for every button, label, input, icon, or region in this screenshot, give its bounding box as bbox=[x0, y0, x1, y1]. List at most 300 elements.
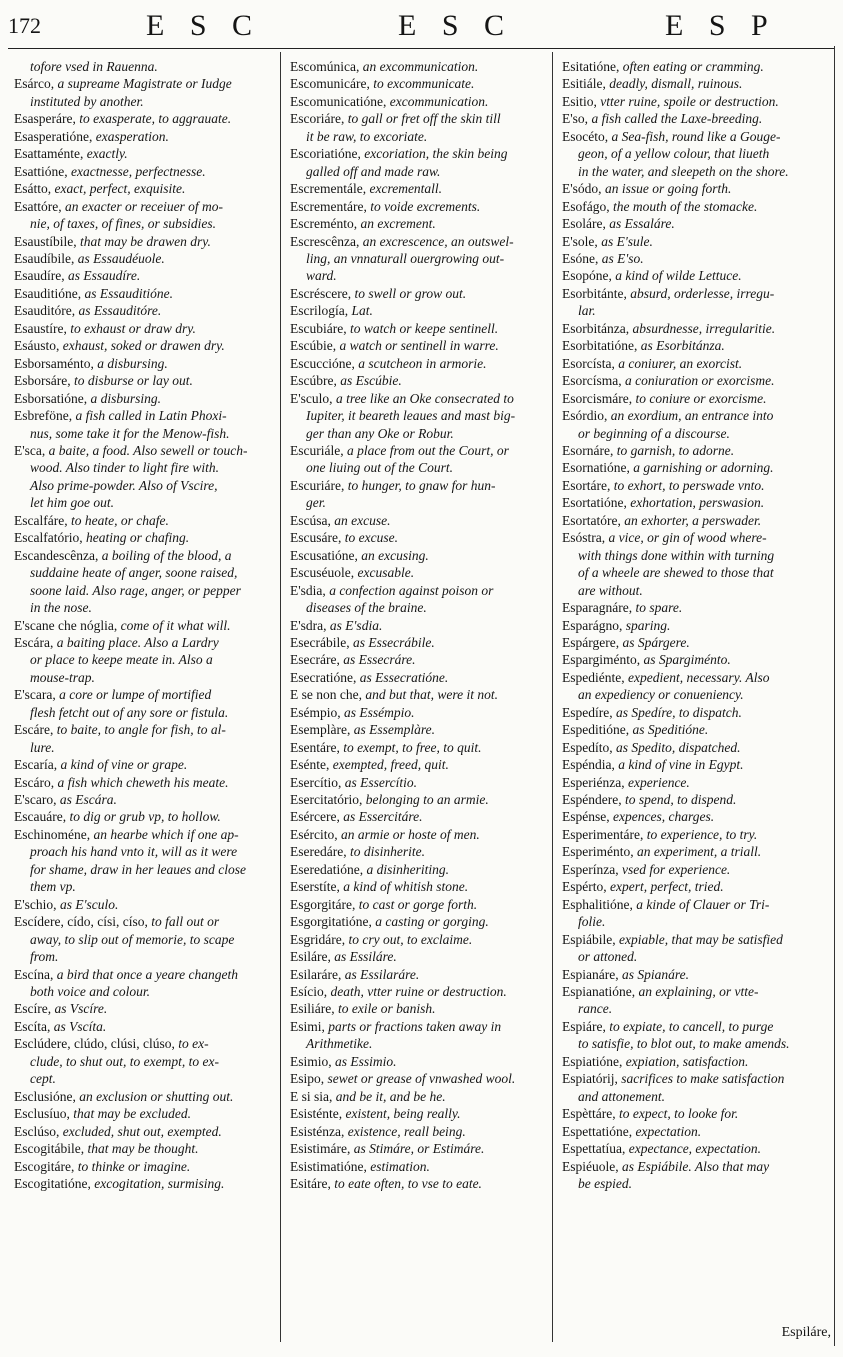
definition: are without. bbox=[578, 582, 643, 598]
definition: sacrifices to make satisfaction bbox=[617, 1071, 785, 1087]
dictionary-entry bbox=[14, 1123, 276, 1140]
headword: Esorcísma, bbox=[562, 373, 622, 389]
definition: to exhaust or draw dry. bbox=[66, 320, 196, 336]
dictionary-entry bbox=[14, 302, 276, 319]
headword: Esecratióne, bbox=[290, 669, 357, 685]
dictionary-entry bbox=[290, 180, 548, 197]
dictionary-entry bbox=[562, 215, 828, 232]
dictionary-entry bbox=[14, 128, 276, 145]
definition: as Essemplàre. bbox=[350, 722, 435, 738]
definition: from. bbox=[30, 949, 59, 965]
definition: geon, of a yellow colour, that liueth bbox=[578, 146, 770, 162]
entry-continuation bbox=[14, 931, 276, 948]
headword: Esorbitánza, bbox=[562, 320, 630, 336]
entry-continuation bbox=[290, 407, 548, 424]
definition: or beginning of a discourse. bbox=[578, 425, 730, 441]
definition: as Esorbitánza. bbox=[637, 338, 725, 354]
entry-continuation bbox=[562, 582, 828, 599]
headword: Escára, bbox=[14, 634, 54, 650]
headword: Escandescênza, bbox=[14, 547, 99, 563]
dictionary-entry bbox=[290, 145, 548, 162]
headword: Esentáre, bbox=[290, 739, 340, 755]
headword: E'sdra, bbox=[290, 617, 327, 633]
entry-continuation bbox=[14, 215, 276, 232]
definition: a disbursing. bbox=[93, 355, 168, 371]
entry-continuation bbox=[562, 302, 828, 319]
headword: Esortatóre, bbox=[562, 512, 621, 528]
dictionary-entry bbox=[290, 896, 548, 913]
headword: Esortatióne, bbox=[562, 495, 627, 511]
definition: existence, reall being. bbox=[344, 1123, 466, 1139]
headword: Escusáre, bbox=[290, 530, 342, 546]
headword: Esorbitánte, bbox=[562, 285, 627, 301]
dictionary-entry bbox=[290, 233, 548, 250]
headword: Esoláre, bbox=[562, 216, 606, 232]
headword: Esecrábile, bbox=[290, 634, 350, 650]
definition: as E'so. bbox=[598, 250, 644, 266]
headword: Escauáre, bbox=[14, 809, 67, 825]
headword: Esbreföne, bbox=[14, 408, 73, 424]
headword: Esercitatório, bbox=[290, 792, 363, 808]
dictionary-entry bbox=[14, 233, 276, 250]
dictionary-entry bbox=[290, 198, 548, 215]
definition: ling, an vnnaturall ouergrowing out- bbox=[306, 250, 505, 266]
headword: Espénse, bbox=[562, 809, 610, 825]
column-1 bbox=[14, 58, 276, 1192]
entry-continuation bbox=[562, 163, 828, 180]
definition: expedient, necessary. Also bbox=[624, 669, 770, 685]
definition: a kind of vine in Egypt. bbox=[614, 757, 744, 773]
definition: in the nose. bbox=[30, 600, 92, 616]
definition: to fall out or bbox=[147, 914, 220, 930]
headword: Escréscere, bbox=[290, 285, 352, 301]
definition: a Sea-fish, round like a Gouge- bbox=[608, 128, 781, 144]
definition: as Essaudíre. bbox=[64, 268, 141, 284]
dictionary-entry bbox=[562, 110, 828, 127]
definition: an explaining, or vtte- bbox=[635, 984, 759, 1000]
dictionary-entry bbox=[562, 756, 828, 773]
headword: Esénte, bbox=[290, 757, 330, 773]
headword: Espiatórij, bbox=[562, 1071, 618, 1087]
dictionary-entry bbox=[562, 128, 828, 145]
headword: Esortáre, bbox=[562, 477, 611, 493]
definition: tofore vsed in Rauenna. bbox=[30, 59, 158, 74]
page-number: 172 bbox=[8, 13, 41, 38]
dictionary-entry bbox=[562, 704, 828, 721]
headword: Esaudíre, bbox=[14, 268, 65, 284]
dictionary-entry bbox=[290, 1123, 548, 1140]
definition: expiable, that may be satisfied bbox=[615, 931, 783, 947]
dictionary-entry bbox=[14, 355, 276, 372]
headword: Esóne, bbox=[562, 250, 599, 266]
headword: Esércere, bbox=[290, 809, 340, 825]
definition: a scutcheon in armorie. bbox=[354, 355, 487, 371]
headword: Escíta, bbox=[14, 1018, 51, 1034]
definition: an excrement. bbox=[357, 216, 436, 232]
definition: to voide excrements. bbox=[366, 198, 481, 214]
definition: of a wheele are shewed to those that bbox=[578, 565, 774, 581]
entry-continuation bbox=[14, 93, 276, 110]
dictionary-entry bbox=[290, 948, 548, 965]
dictionary-entry bbox=[562, 250, 828, 267]
definition: exactnesse, perfectnesse. bbox=[67, 163, 206, 179]
column-divider-1 bbox=[280, 52, 281, 1342]
headword: Escuccióne, bbox=[290, 355, 355, 371]
dictionary-entry bbox=[290, 302, 548, 319]
headword: Esistimáre, bbox=[290, 1141, 351, 1157]
headword: Esisténte, bbox=[290, 1106, 343, 1122]
dictionary-entry bbox=[290, 739, 548, 756]
dictionary-entry bbox=[14, 320, 276, 337]
dictionary-entry bbox=[14, 791, 276, 808]
dictionary-entry bbox=[290, 582, 548, 599]
dictionary-entry bbox=[14, 110, 276, 127]
headword: Esornáre, bbox=[562, 442, 614, 458]
headword: E'sdia, bbox=[290, 582, 326, 598]
dictionary-entry bbox=[14, 774, 276, 791]
headword: Espianáre, bbox=[562, 966, 619, 982]
headword: Esocéto, bbox=[562, 128, 609, 144]
headword: Espéndere, bbox=[562, 792, 622, 808]
dictionary-entry bbox=[14, 1000, 276, 1017]
entry-continuation bbox=[562, 1000, 828, 1017]
headword: Espargiménto, bbox=[562, 652, 641, 668]
dictionary-entry bbox=[14, 1018, 276, 1035]
dictionary-entry bbox=[14, 826, 276, 843]
dictionary-entry bbox=[290, 320, 548, 337]
headword: Esóstra, bbox=[562, 530, 606, 546]
headword: Esorbitatióne, bbox=[562, 338, 638, 354]
dictionary-entry bbox=[562, 93, 828, 110]
definition: suddaine heate of anger, soone raised, bbox=[30, 565, 238, 581]
definition: a supreame Magistrate or Iudge bbox=[54, 76, 232, 92]
dictionary-entry bbox=[14, 442, 276, 459]
definition: to expect, to looke for. bbox=[615, 1106, 739, 1122]
dictionary-entry bbox=[290, 1175, 548, 1192]
headword: Esipo, bbox=[290, 1071, 325, 1087]
definition: folie. bbox=[578, 914, 606, 930]
headword: Escaría, bbox=[14, 757, 58, 773]
definition: as Spedíre, to dispatch. bbox=[612, 704, 742, 720]
page-edge-rule bbox=[834, 46, 835, 1346]
headword: Escáro, bbox=[14, 774, 55, 790]
definition: sparing. bbox=[622, 617, 671, 633]
headword: Esecráre, bbox=[290, 652, 340, 668]
dictionary-entry bbox=[562, 407, 828, 424]
dictionary-entry bbox=[562, 1123, 828, 1140]
entry-continuation bbox=[290, 459, 548, 476]
definition: as Essecráre. bbox=[339, 652, 416, 668]
entry-continuation bbox=[562, 686, 828, 703]
dictionary-entry bbox=[14, 1158, 276, 1175]
headword: Esitatióne, bbox=[562, 59, 620, 74]
definition: an hearbe which if one ap- bbox=[90, 826, 239, 842]
definition: belonging to an armie. bbox=[362, 792, 489, 808]
headword: E'sole, bbox=[562, 233, 598, 249]
dictionary-entry bbox=[14, 808, 276, 825]
header-rule bbox=[8, 48, 834, 49]
dictionary-entry bbox=[290, 110, 548, 127]
definition: a kind of vine or grape. bbox=[57, 757, 188, 773]
headword: Esborsaménto, bbox=[14, 355, 94, 371]
definition: absurdnesse, irregularitie. bbox=[629, 320, 776, 336]
headword: Esgorgitatióne, bbox=[290, 914, 372, 930]
entry-continuation bbox=[290, 425, 548, 442]
definition: an excusing. bbox=[357, 547, 429, 563]
definition: a garnishing or adorning. bbox=[629, 460, 774, 476]
definition: a coniurer, an exorcist. bbox=[614, 355, 743, 371]
definition: a casting or gorging. bbox=[371, 914, 489, 930]
dictionary-entry bbox=[562, 617, 828, 634]
dictionary-entry bbox=[14, 407, 276, 424]
definition: as Vscíre. bbox=[51, 1001, 108, 1017]
header-left-guide-letters: E S C bbox=[146, 9, 262, 42]
headword: Esborsáre, bbox=[14, 373, 71, 389]
dictionary-entry bbox=[290, 337, 548, 354]
dictionary-entry bbox=[14, 75, 276, 92]
entry-continuation bbox=[562, 1175, 828, 1192]
dictionary-entry bbox=[290, 1105, 548, 1122]
definition: a kind of wilde Lettuce. bbox=[611, 268, 742, 284]
headword: Esorcísta, bbox=[562, 355, 615, 371]
definition: to excuse. bbox=[341, 530, 398, 546]
definition: to garnish, to adorne. bbox=[613, 442, 735, 458]
headword: Espiéuole, bbox=[562, 1158, 619, 1174]
dictionary-entry bbox=[562, 739, 828, 756]
headword: Escomunicáre, bbox=[290, 76, 370, 92]
dictionary-entry bbox=[14, 756, 276, 773]
headword: Esperiénza, bbox=[562, 774, 625, 790]
headword: Espettatíua, bbox=[562, 1141, 626, 1157]
dictionary-entry bbox=[562, 459, 828, 476]
definition: expences, charges. bbox=[609, 809, 715, 825]
headword: Espedíto, bbox=[562, 739, 613, 755]
definition: one liuing out of the Court. bbox=[306, 460, 453, 476]
definition: a vice, or gin of wood where- bbox=[605, 530, 767, 546]
entry-continuation bbox=[562, 547, 828, 564]
headword: Esperimentáre, bbox=[562, 826, 644, 842]
definition: excrementall. bbox=[366, 181, 443, 197]
definition: clude, to shut out, to exempt, to ex- bbox=[30, 1053, 219, 1069]
headword: Esclúso, bbox=[14, 1123, 60, 1139]
column-3 bbox=[562, 58, 828, 1192]
headword: E'scara, bbox=[14, 687, 56, 703]
headword: Esauditióne, bbox=[14, 285, 82, 301]
definition: as Essaláre. bbox=[605, 216, 675, 232]
dictionary-entry bbox=[290, 966, 548, 983]
definition: with things done within with turning bbox=[578, 547, 775, 563]
dictionary-entry bbox=[14, 1088, 276, 1105]
definition: galled off and made raw. bbox=[306, 163, 441, 179]
definition: rance. bbox=[578, 1001, 613, 1017]
dictionary-entry bbox=[14, 896, 276, 913]
definition: Lat. bbox=[348, 303, 373, 319]
headword: Esphalitióne, bbox=[562, 896, 633, 912]
definition: to exile or banish. bbox=[334, 1001, 436, 1017]
definition: an exordium, an entrance into bbox=[607, 408, 774, 424]
headword: Escusatióne, bbox=[290, 547, 358, 563]
dictionary-entry bbox=[562, 372, 828, 389]
definition: as Spárgere. bbox=[619, 634, 690, 650]
dictionary-entry bbox=[14, 966, 276, 983]
dictionary-entry bbox=[290, 669, 548, 686]
definition: to thinke or imagine. bbox=[74, 1158, 191, 1174]
dictionary-entry bbox=[562, 58, 828, 75]
headword: Esparágno, bbox=[562, 617, 623, 633]
dictionary-entry bbox=[562, 1053, 828, 1070]
definition: as Speditióne. bbox=[629, 722, 709, 738]
headword: Esborsatióne, bbox=[14, 390, 88, 406]
dictionary-entry bbox=[14, 634, 276, 651]
dictionary-entry bbox=[290, 93, 548, 110]
headword: Escuriále, bbox=[290, 442, 344, 458]
entry-continuation bbox=[14, 669, 276, 686]
definition: as Essecrábile. bbox=[349, 634, 435, 650]
dictionary-entry bbox=[14, 337, 276, 354]
headword: Escoriáre, bbox=[290, 111, 345, 127]
dictionary-entry bbox=[14, 547, 276, 564]
definition: a kinde of Clauer or Tri- bbox=[632, 896, 770, 912]
dictionary-entry bbox=[290, 808, 548, 825]
definition: to coniure or exorcisme. bbox=[632, 390, 767, 406]
definition: as Spianáre. bbox=[618, 966, 689, 982]
definition: ger. bbox=[306, 495, 326, 511]
entry-continuation bbox=[290, 128, 548, 145]
definition: a fish which cheweth his meate. bbox=[54, 774, 229, 790]
headword: Espárgere, bbox=[562, 634, 620, 650]
definition: to spend, to dispend. bbox=[621, 792, 737, 808]
dictionary-entry bbox=[562, 529, 828, 546]
entry-continuation bbox=[562, 1088, 828, 1105]
entry-continuation bbox=[14, 983, 276, 1000]
headword: Espianatióne, bbox=[562, 984, 636, 1000]
headword: Escogitatióne, bbox=[14, 1176, 91, 1191]
headword: E si sia, bbox=[290, 1088, 333, 1104]
dictionary-entry bbox=[14, 1035, 276, 1052]
definition: away, to slip out of memorie, to scape bbox=[30, 931, 235, 947]
headword: Eschinoméne, bbox=[14, 826, 91, 842]
definition: to swell or grow out. bbox=[351, 285, 467, 301]
definition: a place from out the Court, or bbox=[343, 442, 509, 458]
dictionary-entry bbox=[562, 1105, 828, 1122]
dictionary-entry bbox=[562, 1140, 828, 1157]
definition: or place to keepe meate in. Also a bbox=[30, 652, 213, 668]
headword: Espiáre, bbox=[562, 1018, 606, 1034]
dictionary-entry bbox=[562, 198, 828, 215]
dictionary-entry bbox=[290, 547, 548, 564]
entry-continuation bbox=[14, 861, 276, 878]
dictionary-entry bbox=[290, 651, 548, 668]
dictionary-entry bbox=[562, 320, 828, 337]
entry-continuation bbox=[14, 425, 276, 442]
definition: to exasperate, to aggrauate. bbox=[75, 111, 232, 127]
definition: absurd, orderlesse, irregu- bbox=[626, 285, 775, 301]
header-right-guide-letters: E S P bbox=[665, 9, 777, 42]
definition: lure. bbox=[30, 739, 55, 755]
definition: as Essauditóre. bbox=[75, 303, 162, 319]
headword: Escogitáre, bbox=[14, 1158, 75, 1174]
headword: Eseredatióne, bbox=[290, 861, 364, 877]
dictionary-entry bbox=[14, 372, 276, 389]
headword: Esilaráre, bbox=[290, 966, 342, 982]
headword: E'scane che nóglia, bbox=[14, 617, 118, 633]
headword: Esparagnáre, bbox=[562, 600, 633, 616]
headword: Esasperáre, bbox=[14, 111, 76, 127]
headword: Espeditióne, bbox=[562, 722, 630, 738]
dictionary-entry bbox=[290, 721, 548, 738]
dictionary-entry bbox=[14, 686, 276, 703]
definition: an exacter or receiuer of mo- bbox=[61, 198, 224, 214]
definition: to cast or gorge forth. bbox=[355, 896, 478, 912]
dictionary-entry bbox=[14, 390, 276, 407]
definition: as E'sule. bbox=[597, 233, 653, 249]
definition: nie, of taxes, of fines, or subsidies. bbox=[30, 216, 216, 232]
definition: excommunication. bbox=[386, 93, 489, 109]
definition: mouse-trap. bbox=[30, 669, 95, 685]
definition: heating or chafing. bbox=[82, 530, 190, 546]
dictionary-entry bbox=[562, 442, 828, 459]
dictionary-entry bbox=[290, 1070, 548, 1087]
entry-continuation bbox=[14, 704, 276, 721]
entry-continuation bbox=[14, 58, 276, 75]
headword: Esémpio, bbox=[290, 704, 341, 720]
definition: that may be drawen dry. bbox=[76, 233, 211, 249]
definition: or attoned. bbox=[578, 949, 638, 965]
dictionary-entry bbox=[562, 599, 828, 616]
headword: Esiliáre, bbox=[290, 1001, 335, 1017]
dictionary-entry bbox=[290, 634, 548, 651]
definition: and attonement. bbox=[578, 1088, 665, 1104]
dictionary-entry bbox=[562, 878, 828, 895]
definition: as Essauditióne. bbox=[81, 285, 174, 301]
definition: excoriation, the skin being bbox=[360, 146, 508, 162]
headword: Esclúdere, clúdo, clúsi, clúso, bbox=[14, 1036, 175, 1052]
definition: ward. bbox=[306, 268, 337, 284]
definition: as Spedito, dispatched. bbox=[612, 739, 741, 755]
headword: Espediénte, bbox=[562, 669, 625, 685]
definition: an excrescence, an outswel- bbox=[359, 233, 514, 249]
dictionary-entry bbox=[562, 75, 828, 92]
definition: diseases of the braine. bbox=[306, 600, 427, 616]
entry-continuation bbox=[14, 599, 276, 616]
headword: Espedíre, bbox=[562, 704, 613, 720]
dictionary-entry bbox=[290, 1000, 548, 1017]
definition: sewet or grease of vnwashed wool. bbox=[324, 1071, 516, 1087]
definition: and but that, were it not. bbox=[361, 687, 498, 703]
definition: a tree like an Oke consecrated to bbox=[332, 390, 514, 406]
definition: a fish called in Latin Phoxi- bbox=[72, 408, 227, 424]
headword: Escalfatório, bbox=[14, 530, 83, 546]
definition: a baite, a food. Also sewell or touch- bbox=[45, 442, 248, 458]
dictionary-entry bbox=[290, 75, 548, 92]
column-divider-2 bbox=[552, 52, 553, 1342]
headword: Esaudíbile, bbox=[14, 250, 75, 266]
entry-continuation bbox=[290, 599, 548, 616]
definition: as Stimáre, or Estimáre. bbox=[350, 1141, 485, 1157]
definition: as E'sculo. bbox=[56, 896, 119, 912]
definition: a bird that once a yeare changeth bbox=[53, 966, 238, 982]
entry-continuation bbox=[14, 459, 276, 476]
headword: Esício, bbox=[290, 984, 328, 1000]
dictionary-entry bbox=[562, 808, 828, 825]
definition: proach his hand vnto it, will as it were bbox=[30, 844, 238, 860]
entry-continuation bbox=[562, 1035, 828, 1052]
definition: existent, being really. bbox=[342, 1106, 461, 1122]
definition: for shame, draw in her leaues and close bbox=[30, 861, 246, 877]
definition: to expiate, to cancell, to purge bbox=[605, 1018, 774, 1034]
dictionary-entry bbox=[290, 1088, 548, 1105]
dictionary-entry bbox=[562, 1070, 828, 1087]
